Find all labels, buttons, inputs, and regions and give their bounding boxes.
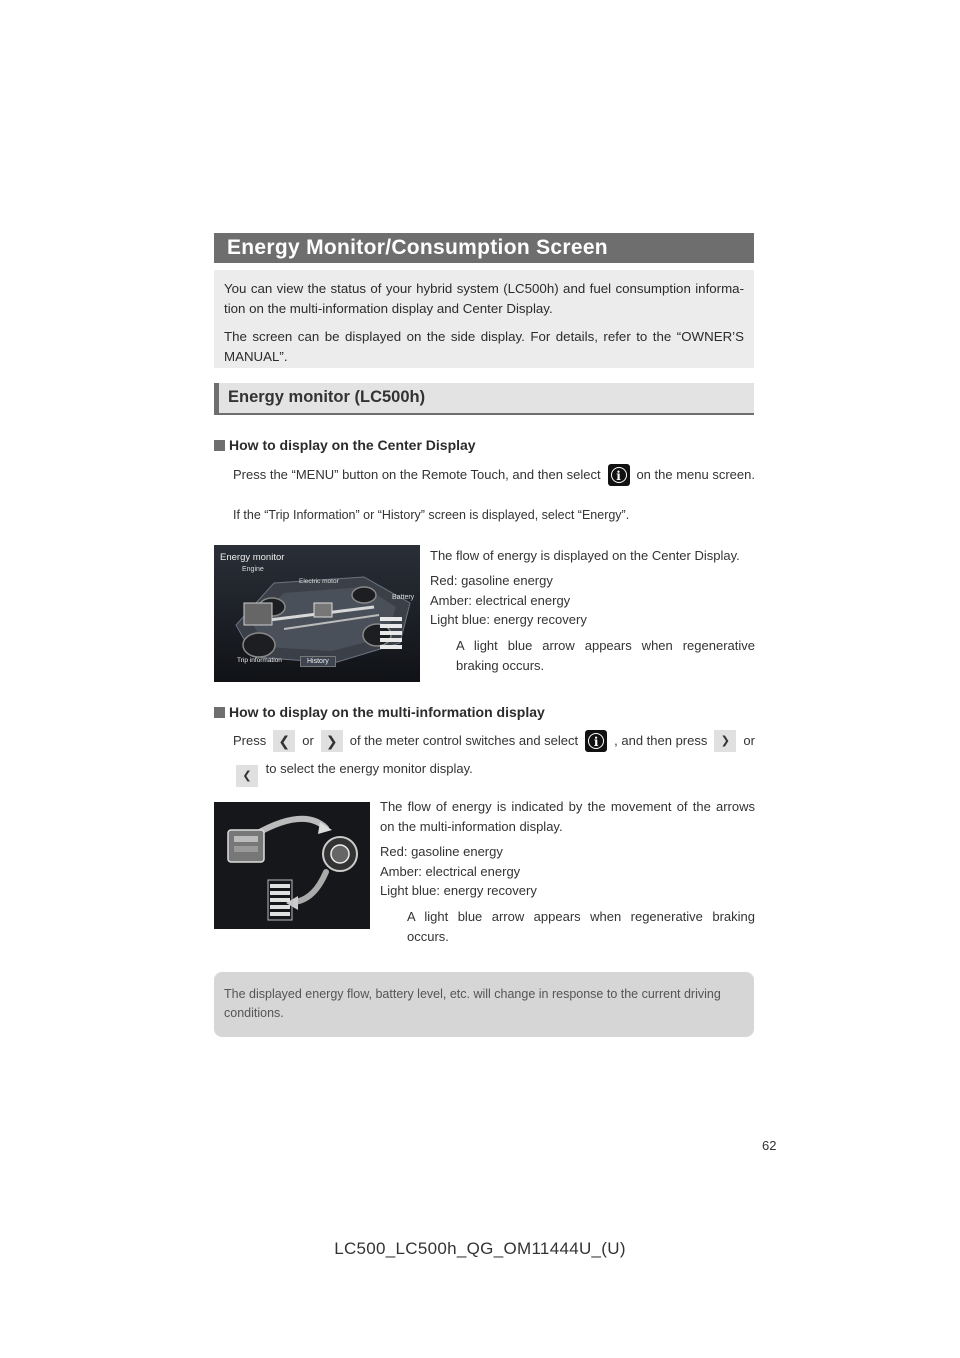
center-red-legend: Red: gasoline energy: [430, 573, 553, 588]
mid-heading: How to display on the multi-information display: [214, 704, 545, 720]
center-flow-text: The flow of energy is displayed on the Center Display.: [430, 548, 740, 563]
subtitle: Energy monitor (LC500h): [228, 388, 426, 406]
center-amber-legend: Amber: electrical energy: [430, 593, 571, 608]
center-arrow-note: A light blue arrow appears when regenerative braking occurs.: [456, 638, 755, 673]
intro-paragraph-1: You can view the status of your hybrid system (LC500h) and fuel consumption informa-tion on the multi-information display and Center Display.: [224, 281, 744, 316]
screen-motor-label: Electric motor: [299, 578, 339, 585]
subtitle-bar: [214, 383, 754, 415]
note-box: [214, 972, 754, 1037]
on-menu-text: on the menu screen.: [636, 467, 755, 482]
intro-paragraph-2: The screen can be displayed on the side display. For details, refer to the “OWNER’S MANUAL”.: [224, 329, 744, 364]
info-icon: [585, 730, 607, 752]
main-title-bar: [214, 233, 754, 263]
center-display-heading: How to display on the Center Display: [214, 437, 476, 453]
center-press-instruction: [233, 464, 755, 486]
up-switch-icon: ❯: [714, 730, 736, 752]
screen-history-tab: History: [300, 656, 336, 667]
mid-select-line: ❮ to select the energy monitor display.: [236, 759, 473, 787]
note-text: The displayed energy flow, battery level, etc. will change in response to the current driving conditions.: [224, 987, 721, 1020]
down-switch-icon: ❮: [236, 765, 258, 787]
square-bullet-icon: [214, 707, 225, 718]
page-title: Energy Monitor/Consumption Screen: [227, 236, 608, 259]
screen-title: Energy monitor: [220, 552, 285, 563]
square-bullet-icon: [214, 440, 225, 451]
energy-flow-icon: [214, 802, 370, 929]
multi-information-screenshot: [214, 802, 370, 929]
document-footer: LC500_LC500h_QG_OM11444U_(U): [334, 1239, 626, 1258]
mid-blue-legend: Light blue: energy recovery: [380, 883, 537, 898]
center-blue-legend: Light blue: energy recovery: [430, 612, 587, 627]
screen-engine-label: Engine: [242, 566, 264, 573]
page-number: 62: [762, 1138, 777, 1153]
trip-information-line: If the “Trip Information” or “History” screen is displayed, select “Energy”.: [233, 508, 630, 522]
mid-red-legend: Red: gasoline energy: [380, 844, 503, 859]
mid-amber-legend: Amber: electrical energy: [380, 864, 521, 879]
screen-battery-label: Battery: [392, 594, 415, 601]
screen-trip-tab: Trip information: [237, 657, 282, 664]
center-display-screenshot: [214, 545, 420, 682]
right-switch-icon: ❯: [321, 730, 343, 752]
info-icon: [608, 464, 630, 486]
press-menu-text: Press the “MENU” button on the Remote Touch, and then select: [233, 467, 601, 482]
intro-box: [214, 270, 754, 368]
left-switch-icon: ❮: [273, 730, 295, 752]
mid-arrow-note: A light blue arrow appears when regenerative braking occurs.: [407, 909, 755, 944]
mid-flow-text: The flow of energy is indicated by the movement of the arrows on the multi-information display.: [380, 799, 755, 834]
mid-press-instruction: Press ❮ or ❯ of the meter control switches and select i , and then press ❯ or: [233, 730, 755, 752]
